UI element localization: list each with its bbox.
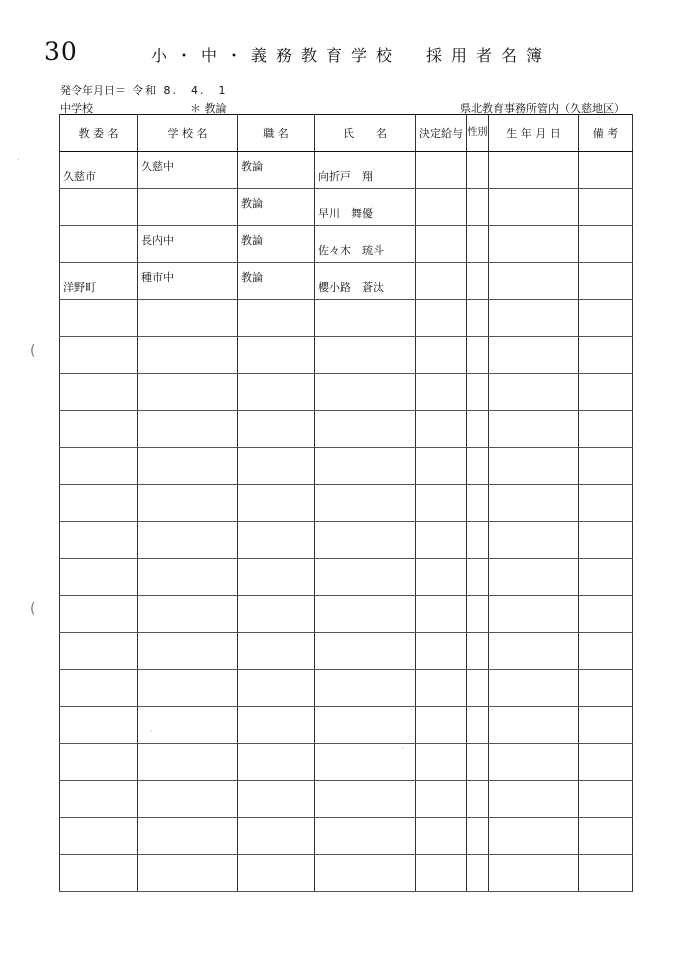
school-cell: 種市中 <box>141 271 174 284</box>
board-cell <box>60 522 138 559</box>
board-cell: 久慈市 <box>63 170 96 183</box>
gender-cell <box>467 818 489 855</box>
school-cell <box>138 337 238 374</box>
position-cell <box>238 781 315 818</box>
gender-cell <box>467 226 489 263</box>
position-cell <box>238 448 315 485</box>
board-cell <box>60 300 138 337</box>
birthdate-cell <box>489 189 579 226</box>
name-cell <box>315 374 416 411</box>
name-cell <box>315 818 416 855</box>
board-cell <box>60 374 138 411</box>
birthdate-cell <box>489 707 579 744</box>
position-note: ＊ 教論 <box>190 102 227 115</box>
issue-date-label: 発令年月日＝ <box>60 84 126 97</box>
table-row <box>60 152 633 189</box>
board-cell <box>60 670 138 707</box>
salary-cell <box>416 855 467 892</box>
salary-cell <box>416 411 467 448</box>
issue-date <box>60 82 228 98</box>
position-cell <box>238 633 315 670</box>
school-cell <box>138 781 238 818</box>
note-cell <box>579 152 633 189</box>
birthdate-cell <box>489 374 579 411</box>
scan-speck: · <box>402 744 405 753</box>
header-birthdate: 生 年 月 日 <box>489 115 579 152</box>
salary-cell <box>416 744 467 781</box>
birthdate-cell <box>489 670 579 707</box>
header-name: 氏 名 <box>315 115 416 152</box>
gender-cell <box>467 855 489 892</box>
gender-cell <box>467 559 489 596</box>
school-cell <box>138 522 238 559</box>
empty-table-row <box>60 707 633 744</box>
empty-table-row <box>60 670 633 707</box>
school-cell <box>138 448 238 485</box>
note-cell <box>579 485 633 522</box>
salary-cell <box>416 226 467 263</box>
gender-cell <box>467 189 489 226</box>
salary-cell <box>416 300 467 337</box>
salary-cell <box>416 522 467 559</box>
note-cell <box>579 855 633 892</box>
position-cell <box>238 670 315 707</box>
board-cell <box>60 485 138 522</box>
school-cell <box>138 744 238 781</box>
header-salary: 決定給与 <box>416 115 467 152</box>
gender-cell <box>467 448 489 485</box>
name-cell <box>315 744 416 781</box>
school-cell <box>138 855 238 892</box>
birthdate-cell <box>489 448 579 485</box>
gender-cell <box>467 670 489 707</box>
birthdate-cell <box>489 263 579 300</box>
header-gender: 性別 <box>467 115 489 152</box>
birthdate-cell <box>489 596 579 633</box>
note-cell <box>579 189 633 226</box>
empty-table-row <box>60 411 633 448</box>
salary-cell <box>416 670 467 707</box>
school-level: 中学校 <box>60 102 93 115</box>
school-cell <box>138 818 238 855</box>
page-number: 30 <box>44 37 78 66</box>
empty-table-row <box>60 633 633 670</box>
board-cell <box>60 855 138 892</box>
birthdate-cell <box>489 633 579 670</box>
salary-cell <box>416 633 467 670</box>
board-cell <box>60 818 138 855</box>
name-cell <box>315 855 416 892</box>
header-position: 職 名 <box>238 115 315 152</box>
note-cell <box>579 744 633 781</box>
name-cell <box>315 633 416 670</box>
gender-cell <box>467 522 489 559</box>
empty-table-row <box>60 818 633 855</box>
birthdate-cell <box>489 818 579 855</box>
board-cell <box>60 337 138 374</box>
salary-cell <box>416 559 467 596</box>
note-cell <box>579 781 633 818</box>
board-cell <box>60 448 138 485</box>
position-cell: 教論 <box>241 197 263 210</box>
salary-cell <box>416 485 467 522</box>
document-title: 小・中・義務教育学校 採用者名簿 <box>151 46 552 65</box>
birthdate-cell <box>489 522 579 559</box>
school-cell <box>138 633 238 670</box>
name-cell <box>315 559 416 596</box>
empty-table-row <box>60 559 633 596</box>
name-cell <box>315 448 416 485</box>
position-cell <box>238 744 315 781</box>
gender-cell <box>467 300 489 337</box>
name-cell: 向折戸 翔 <box>318 170 373 183</box>
position-cell <box>238 411 315 448</box>
name-cell: 早川 舞優 <box>318 207 373 220</box>
position-cell <box>238 300 315 337</box>
note-cell <box>579 300 633 337</box>
header-school: 学 校 名 <box>138 115 238 152</box>
salary-cell <box>416 448 467 485</box>
gender-cell <box>467 596 489 633</box>
position-cell <box>238 818 315 855</box>
position-cell <box>238 522 315 559</box>
board-cell <box>60 707 138 744</box>
name-cell: 佐々木 琉斗 <box>318 244 384 257</box>
position-cell: 教論 <box>241 234 263 247</box>
board-cell <box>60 781 138 818</box>
birthdate-cell <box>489 744 579 781</box>
note-cell <box>579 374 633 411</box>
gender-cell <box>467 411 489 448</box>
note-cell <box>579 226 633 263</box>
empty-table-row <box>60 596 633 633</box>
position-cell <box>238 855 315 892</box>
name-cell <box>315 596 416 633</box>
roster-body <box>60 152 633 892</box>
salary-cell <box>416 263 467 300</box>
scan-speck: · <box>17 155 20 164</box>
position-cell <box>238 707 315 744</box>
empty-table-row <box>60 781 633 818</box>
school-cell <box>138 485 238 522</box>
issue-date-value: 令和 8. 4. 1 <box>132 84 228 97</box>
birthdate-cell <box>489 300 579 337</box>
birthdate-cell <box>489 226 579 263</box>
empty-table-row <box>60 485 633 522</box>
gender-cell <box>467 374 489 411</box>
school-cell <box>138 707 238 744</box>
name-cell <box>315 337 416 374</box>
birthdate-cell <box>489 337 579 374</box>
table-row <box>60 226 633 263</box>
empty-table-row <box>60 337 633 374</box>
birthdate-cell <box>489 485 579 522</box>
header-board: 教 委 名 <box>60 115 138 152</box>
board-cell <box>60 596 138 633</box>
name-cell <box>315 781 416 818</box>
scan-speck: · <box>150 727 153 736</box>
school-cell <box>138 374 238 411</box>
name-cell <box>315 300 416 337</box>
position-cell <box>238 596 315 633</box>
school-cell <box>138 670 238 707</box>
gender-cell <box>467 744 489 781</box>
gender-cell <box>467 633 489 670</box>
birthdate-cell <box>489 781 579 818</box>
note-cell <box>579 559 633 596</box>
note-cell <box>579 337 633 374</box>
position-cell: 教論 <box>241 160 263 173</box>
gender-cell <box>467 337 489 374</box>
gender-cell <box>467 263 489 300</box>
salary-cell <box>416 596 467 633</box>
note-cell <box>579 448 633 485</box>
salary-cell <box>416 707 467 744</box>
empty-table-row <box>60 300 633 337</box>
scan-mark: ( <box>30 601 36 617</box>
name-cell <box>315 707 416 744</box>
position-cell <box>238 559 315 596</box>
salary-cell <box>416 818 467 855</box>
note-cell <box>579 707 633 744</box>
note-cell <box>579 633 633 670</box>
gender-cell <box>467 485 489 522</box>
board-cell: 洋野町 <box>63 281 96 294</box>
note-cell <box>579 263 633 300</box>
note-cell <box>579 596 633 633</box>
position-cell <box>238 485 315 522</box>
gender-cell <box>467 707 489 744</box>
scan-mark: ( <box>30 343 36 359</box>
school-cell <box>138 411 238 448</box>
roster-table <box>59 114 633 892</box>
name-cell <box>315 522 416 559</box>
table-row <box>60 263 633 300</box>
birthdate-cell <box>489 855 579 892</box>
name-cell <box>315 411 416 448</box>
name-cell <box>315 485 416 522</box>
birthdate-cell <box>489 152 579 189</box>
empty-table-row <box>60 374 633 411</box>
name-cell <box>315 670 416 707</box>
district-label: 県北教育事務所管内（久慈地区） <box>460 102 625 115</box>
gender-cell <box>467 152 489 189</box>
board-cell <box>60 744 138 781</box>
table-row <box>60 189 633 226</box>
school-cell <box>138 300 238 337</box>
empty-table-row <box>60 855 633 892</box>
position-cell <box>238 337 315 374</box>
salary-cell <box>416 374 467 411</box>
school-cell <box>138 559 238 596</box>
empty-table-row <box>60 744 633 781</box>
position-cell: 教論 <box>241 271 263 284</box>
board-cell <box>60 559 138 596</box>
salary-cell <box>416 152 467 189</box>
birthdate-cell <box>489 559 579 596</box>
name-cell: 櫻小路 蒼汰 <box>318 281 384 294</box>
note-cell <box>579 670 633 707</box>
empty-table-row <box>60 448 633 485</box>
board-cell <box>60 411 138 448</box>
school-cell: 長内中 <box>141 234 174 247</box>
header-note: 備 考 <box>579 115 633 152</box>
school-cell: 久慈中 <box>141 160 174 173</box>
salary-cell <box>416 189 467 226</box>
note-cell <box>579 818 633 855</box>
gender-cell <box>467 781 489 818</box>
note-cell <box>579 411 633 448</box>
board-cell <box>60 633 138 670</box>
school-cell <box>138 596 238 633</box>
birthdate-cell <box>489 411 579 448</box>
table-header-row <box>60 115 633 152</box>
position-cell <box>238 374 315 411</box>
empty-table-row <box>60 522 633 559</box>
note-cell <box>579 522 633 559</box>
salary-cell <box>416 781 467 818</box>
salary-cell <box>416 337 467 374</box>
